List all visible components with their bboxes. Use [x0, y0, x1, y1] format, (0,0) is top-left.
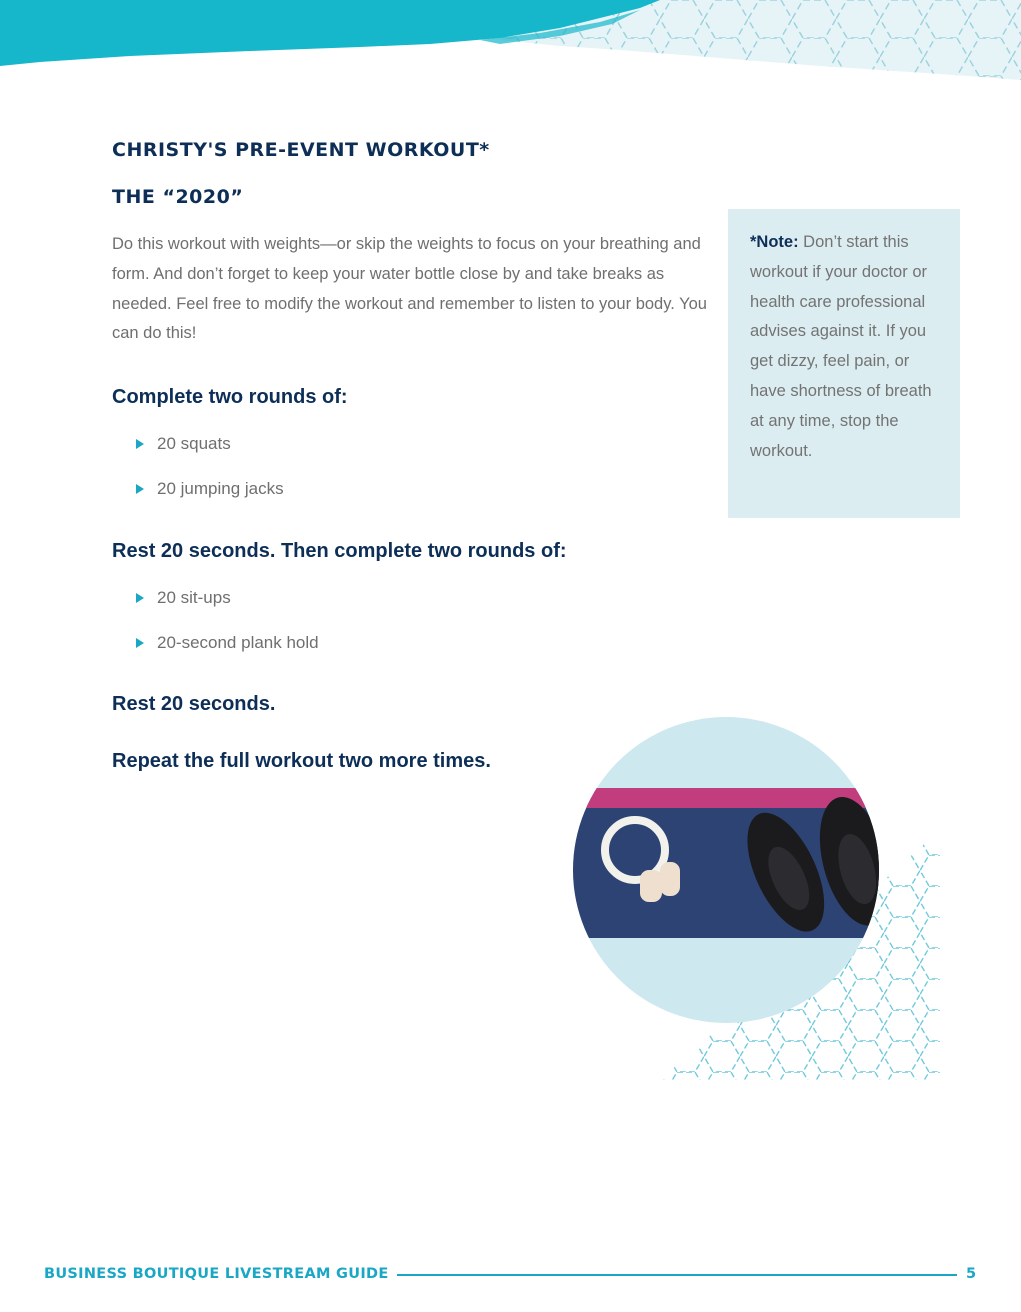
section-heading-round-one: Complete two rounds of:: [112, 386, 348, 408]
bullet-arrow-icon: [136, 484, 144, 494]
footer-guide-title: BUSINESS BOUTIQUE LIVESTREAM GUIDE: [44, 1266, 389, 1282]
note-callout: [728, 209, 960, 518]
footer-divider: [397, 1274, 957, 1276]
list-item: 20 squats: [136, 421, 284, 466]
bullet-arrow-icon: [136, 593, 144, 603]
note-body: Don’t start this workout if your doctor or health care professional advises against it. If you get dizzy, feel pain, or have shortness of breath at any time, stop the workout.: [750, 233, 932, 460]
bullet-arrow-icon: [136, 439, 144, 449]
list-item: 20-second plank hold: [136, 620, 319, 665]
section-heading-repeat: Repeat the full workout two more times.: [112, 750, 491, 772]
page-number: 5: [966, 1266, 977, 1282]
bullet-arrow-icon: [136, 638, 144, 648]
page-title: CHRISTY'S PRE-EVENT WORKOUT*: [112, 139, 490, 161]
header-brush-decoration: [0, 0, 1021, 90]
list-item: 20 sit-ups: [136, 575, 319, 620]
note-label: *Note:: [750, 233, 799, 251]
section-heading-round-two: Rest 20 seconds. Then complete two rounds of:: [112, 540, 567, 562]
workout-name: THE “2020”: [112, 186, 244, 208]
list-item: 20 jumping jacks: [136, 466, 284, 511]
round-two-list: [136, 575, 319, 665]
intro-paragraph: Do this workout with weights—or skip the weights to focus on your breathing and form. And don’t forget to keep your water bottle close by and take breaks as needed. Feel free to modify the workout and remember to listen to your body. You can do this!: [112, 235, 707, 343]
section-heading-rest: Rest 20 seconds.: [112, 693, 276, 715]
workout-gear-photo: [560, 700, 960, 1090]
note-text: [750, 228, 946, 466]
round-one-list: [136, 421, 284, 511]
